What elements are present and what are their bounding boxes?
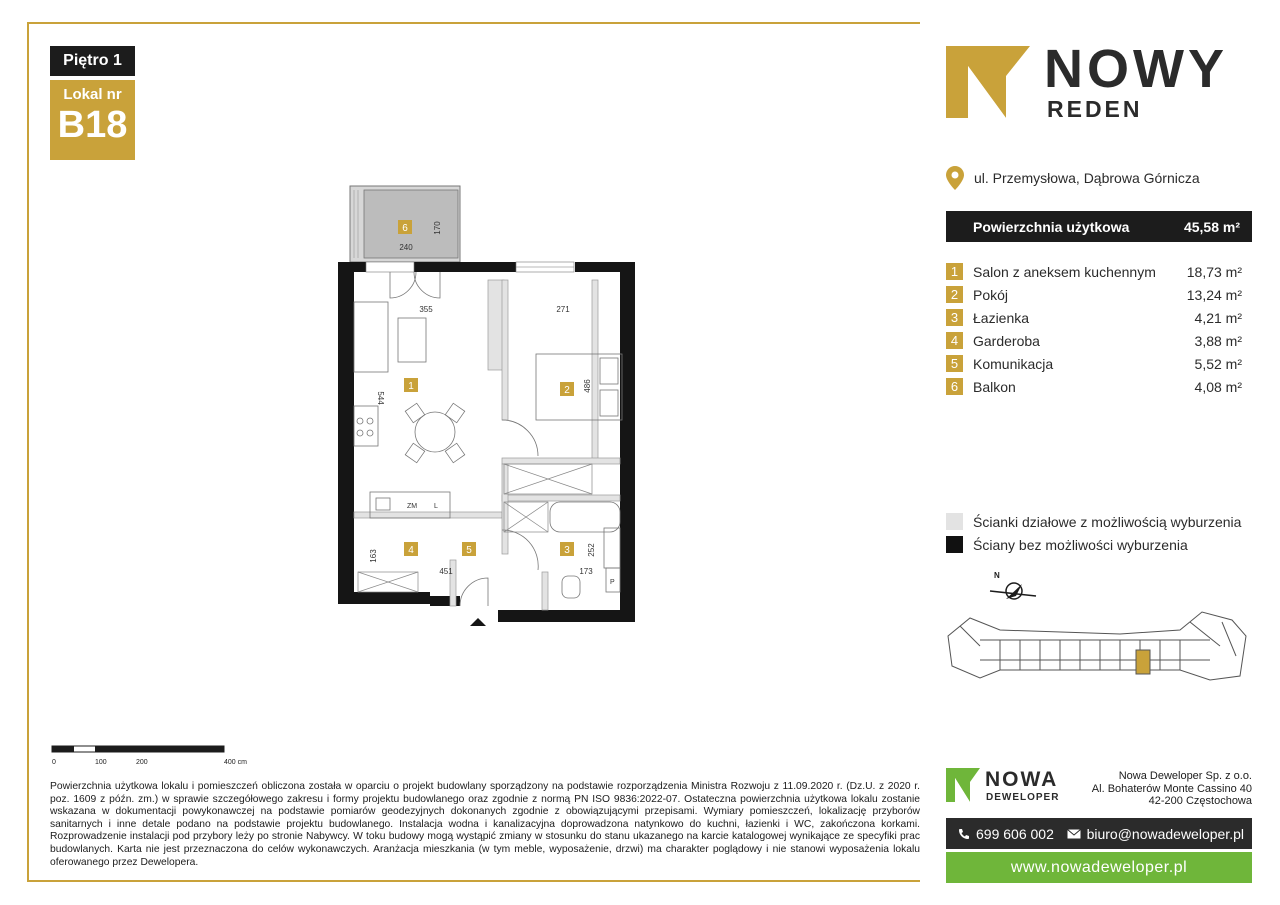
legend-swatch-light xyxy=(946,513,963,530)
kitchen-furniture xyxy=(354,302,450,518)
installation-label: P xyxy=(610,579,615,586)
room-name: Komunikacja xyxy=(973,355,1054,372)
room-number-badge: 2 xyxy=(946,286,963,303)
room-name: Pokój xyxy=(973,286,1009,303)
room-name: Łazienka xyxy=(973,309,1030,326)
developer-name: NOWA xyxy=(985,768,1059,791)
svg-text:1: 1 xyxy=(408,381,414,392)
svg-text:170: 170 xyxy=(433,221,442,235)
frame-top xyxy=(27,22,920,24)
unit-badge xyxy=(50,80,135,160)
svg-text:173: 173 xyxy=(579,567,593,576)
unit-location-marker xyxy=(1136,650,1150,674)
room-number-badge: 1 xyxy=(946,263,963,280)
svg-text:400 cm: 400 cm xyxy=(224,759,247,766)
address-line: 42-200 Częstochowa xyxy=(1148,795,1252,807)
svg-text:163: 163 xyxy=(369,549,378,563)
phone-link[interactable] xyxy=(958,826,1054,842)
developer-logo-icon xyxy=(946,768,980,802)
address xyxy=(946,166,1200,190)
legend-label: Ściany bez możliwości wyburzenia xyxy=(973,536,1188,553)
legal-notes: Powierzchnia użytkowa lokalu i pomieszczeń obliczona została w oparciu o projekt budowlany sporządzony na podstawie rozporządzenia Ministra Rozwoju z 11.09.2020 r. (Dz.U. z 2020 r. poz. 1609 z późn. zm.) w sprawie szczegółowego zakresu i formy projektu budowlanego oraz zgodnie z normą PN ISO 9836:2022-07. Ostateczna powierzchnia użytkowa lokalu zostanie wskazana w dokumentacji powykonawczej na podstawie pomiarów geodezyjnych dokonanych zgodnie z obowiązującymi przepisami. Wymiary pomieszczeń, lokalizację przyborów sanitarnych i inne detale podano na podstawie projektu budowlanego. Instalacja wodna i kanalizacyjna doprowadzona natynkowo do kuchni, łazienki i WC, zakończona korkami. Rozprowadzenie instalacji pod przybory leży po stronie Nabywcy. W toku budowy mogą wystąpić zmiany w stosunku do stanu ukazanego na karcie katalogowej wynikające ze specyfiki prac budowlanych. Karta nie jest przeznaczona do celów wykonawczych. Aranżacja mieszkania (w tym meble, wyposażenie, drzwi) ma charakter poglądowy i nie stanowi wyposażenia lokalu oferowanego przez Dewelopera. xyxy=(50,781,920,868)
usable-area-bar xyxy=(946,211,1252,242)
entrance-marker xyxy=(470,618,486,626)
wall-legend xyxy=(946,510,1241,556)
partition-walls xyxy=(354,280,620,610)
room-number-badge: 5 xyxy=(946,355,963,372)
fridge-label: ZM xyxy=(407,503,418,510)
room-name: Balkon xyxy=(973,378,1016,395)
room-number-badge: 3 xyxy=(946,309,963,326)
dining-table xyxy=(405,403,464,462)
svg-text:271: 271 xyxy=(556,305,570,314)
wardrobes xyxy=(358,464,592,592)
phone-text: 699 606 002 xyxy=(976,825,1054,842)
address-text: ul. Przemysłowa, Dąbrowa Górnicza xyxy=(974,170,1200,186)
usable-area-value: 45,58 m² xyxy=(1183,218,1240,235)
floor-plan xyxy=(330,180,640,630)
room-number-badge: 6 xyxy=(946,378,963,395)
contact-bar xyxy=(946,818,1252,849)
address-line: Nowa Deweloper Sp. z o.o. xyxy=(1118,770,1252,782)
svg-text:355: 355 xyxy=(419,305,433,314)
brand-sub: REDEN xyxy=(1047,96,1143,122)
list-item xyxy=(946,352,1242,375)
dimension-labels xyxy=(369,221,596,576)
room-number-badge: 4 xyxy=(946,332,963,349)
developer-address xyxy=(1090,770,1252,808)
legend-label: Ścianki działowe z możliwością wyburzenia xyxy=(973,513,1242,530)
room-area: 18,73 m² xyxy=(1186,263,1242,280)
list-item xyxy=(946,375,1242,398)
bed xyxy=(536,354,622,420)
frame-left xyxy=(27,22,29,882)
phone-icon xyxy=(958,828,970,840)
room-area: 4,08 m² xyxy=(1194,378,1242,395)
list-item xyxy=(946,306,1242,329)
rooms-list xyxy=(946,260,1242,398)
unit-label: Lokal nr xyxy=(63,86,122,103)
envelope-icon xyxy=(1067,829,1081,839)
svg-text:100: 100 xyxy=(95,759,107,766)
room-area: 3,88 m² xyxy=(1194,332,1242,349)
frame-bottom xyxy=(27,880,920,882)
scale-bar xyxy=(50,744,260,768)
address-line: Al. Bohaterów Monte Cassino 40 xyxy=(1091,782,1252,795)
svg-text:4: 4 xyxy=(408,545,414,556)
building-outline xyxy=(948,612,1246,680)
svg-text:200: 200 xyxy=(136,759,148,766)
room-name: Garderoba xyxy=(973,332,1040,349)
list-item xyxy=(946,329,1242,352)
svg-text:3: 3 xyxy=(564,545,570,556)
legend-item xyxy=(946,533,1241,556)
north-label: N xyxy=(994,571,1000,580)
room-name: Salon z aneksem kuchennym xyxy=(973,263,1156,280)
room-area: 13,24 m² xyxy=(1186,286,1242,303)
legend-swatch-dark xyxy=(946,536,963,553)
floor-badge: Piętro 1 xyxy=(50,46,135,76)
site-plan xyxy=(940,566,1252,686)
svg-text:486: 486 xyxy=(583,379,592,393)
svg-text:2: 2 xyxy=(564,385,570,396)
developer-sub: DEWELOPER xyxy=(986,792,1060,803)
brand-name: NOWY xyxy=(1044,39,1228,99)
svg-text:6: 6 xyxy=(402,223,408,234)
list-item xyxy=(946,260,1242,283)
compass-icon xyxy=(990,583,1036,599)
svg-text:544: 544 xyxy=(376,391,385,405)
room-area: 5,52 m² xyxy=(1194,355,1242,372)
location-pin-icon xyxy=(946,166,964,190)
room-area: 4,21 m² xyxy=(1194,309,1242,326)
unit-number: B18 xyxy=(57,104,128,146)
brand-logo-icon xyxy=(946,46,1032,118)
svg-text:240: 240 xyxy=(399,243,413,252)
website-link[interactable]: www.nowadeweloper.pl xyxy=(946,852,1252,883)
svg-text:451: 451 xyxy=(439,567,453,576)
email-link[interactable] xyxy=(1067,826,1244,842)
list-item xyxy=(946,283,1242,306)
svg-text:252: 252 xyxy=(587,543,596,557)
email-text: biuro@nowadeweloper.pl xyxy=(1086,825,1244,842)
legend-item xyxy=(946,510,1241,533)
svg-text:5: 5 xyxy=(466,545,472,556)
dishwasher-label: L xyxy=(434,503,438,510)
svg-text:0: 0 xyxy=(52,759,56,766)
usable-area-label: Powierzchnia użytkowa xyxy=(973,218,1130,235)
